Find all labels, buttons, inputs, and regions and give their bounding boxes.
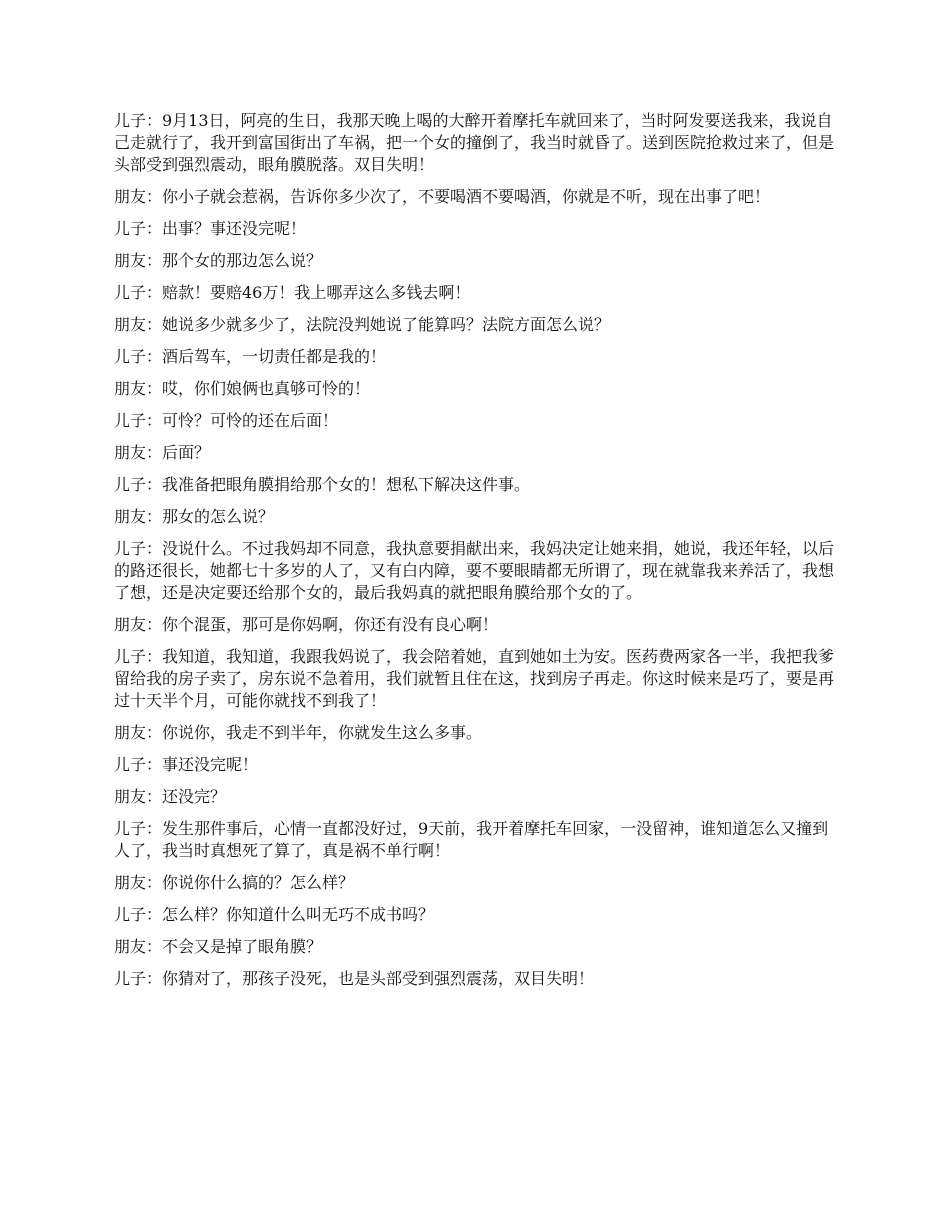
paragraph-10: 朋友：后面？	[114, 443, 211, 462]
paragraph-23: 儿子：你猜对了，那孩子没死，也是头部受到强烈震荡，双目失明！	[114, 969, 595, 988]
paragraph-1: 儿子：9月13日，阿亮的生日，我那天晚上喝的大醉开着摩托车就回来了，当时阿发要送我来，我说自己走就行了，我开到富国街出了车祸，把一个女的撞倒了，我当时就昏了。送到医院抢救过来了，但是头部受到强烈震动，眼角膜脱落。双目失明！	[114, 111, 835, 174]
document-body	[114, 110, 840, 1000]
paragraph-2: 朋友：你小子就会惹祸，告诉你多少次了，不要喝酒不要喝酒，你就是不听，现在出事了吧！	[114, 187, 771, 206]
paragraph-19: 儿子：发生那件事后，心情一直都没好过，9天前，我开着摩托车回家，一没留神，谁知道怎么又撞到人了，我当时真想死了算了，真是祸不单行啊！	[114, 819, 829, 860]
paragraph-14: 朋友：你个混蛋，那可是你妈啊，你还有没有良心啊！	[114, 615, 499, 634]
paragraph-12: 朋友：那女的怎么说？	[114, 507, 275, 526]
paragraph-9: 儿子：可怜？可怜的还在后面！	[114, 411, 339, 430]
paragraph-17: 儿子：事还没完呢！	[114, 755, 259, 774]
paragraph-18: 朋友：还没完？	[114, 787, 227, 806]
paragraph-22: 朋友：不会又是掉了眼角膜？	[114, 937, 323, 956]
paragraph-3: 儿子：出事？事还没完呢！	[114, 219, 307, 238]
paragraph-13: 儿子：没说什么。不过我妈却不同意，我执意要捐献出来，我妈决定让她来捐，她说，我还年轻，以后的路还很长，她都七十多岁的人了，又有白内障，要不要眼睛都无所谓了，现在就靠我来养活了，我想了想，还是决定要还给那个女的，最后我妈真的就把眼角膜给那个女的了。	[114, 539, 835, 602]
paragraph-7: 儿子：酒后驾车，一切责任都是我的！	[114, 347, 387, 366]
paragraph-20: 朋友：你说你什么搞的？怎么样？	[114, 873, 355, 892]
paragraph-5: 儿子：赔款！要赔46万！我上哪弄这么多钱去啊！	[114, 283, 471, 302]
paragraph-15: 儿子：我知道，我知道，我跟我妈说了，我会陪着她，直到她如土为安。医药费两家各一半，我把我爹留给我的房子卖了，房东说不急着用，我们就暂且住在这，找到房子再走。你这时候来是巧了，要是再过十天半个月，可能你就找不到我了！	[114, 647, 835, 710]
paragraph-11: 儿子：我准备把眼角膜捐给那个女的！想私下解决这件事。	[114, 475, 531, 494]
paragraph-8: 朋友：哎，你们娘俩也真够可怜的！	[114, 379, 371, 398]
paragraph-21: 儿子：怎么样？你知道什么叫无巧不成书吗？	[114, 905, 435, 924]
paragraph-6: 朋友：她说多少就多少了，法院没判她说了能算吗？法院方面怎么说？	[114, 315, 611, 334]
paragraph-4: 朋友：那个女的那边怎么说？	[114, 251, 323, 270]
paragraph-16: 朋友：你说你，我走不到半年，你就发生这么多事。	[114, 723, 483, 742]
